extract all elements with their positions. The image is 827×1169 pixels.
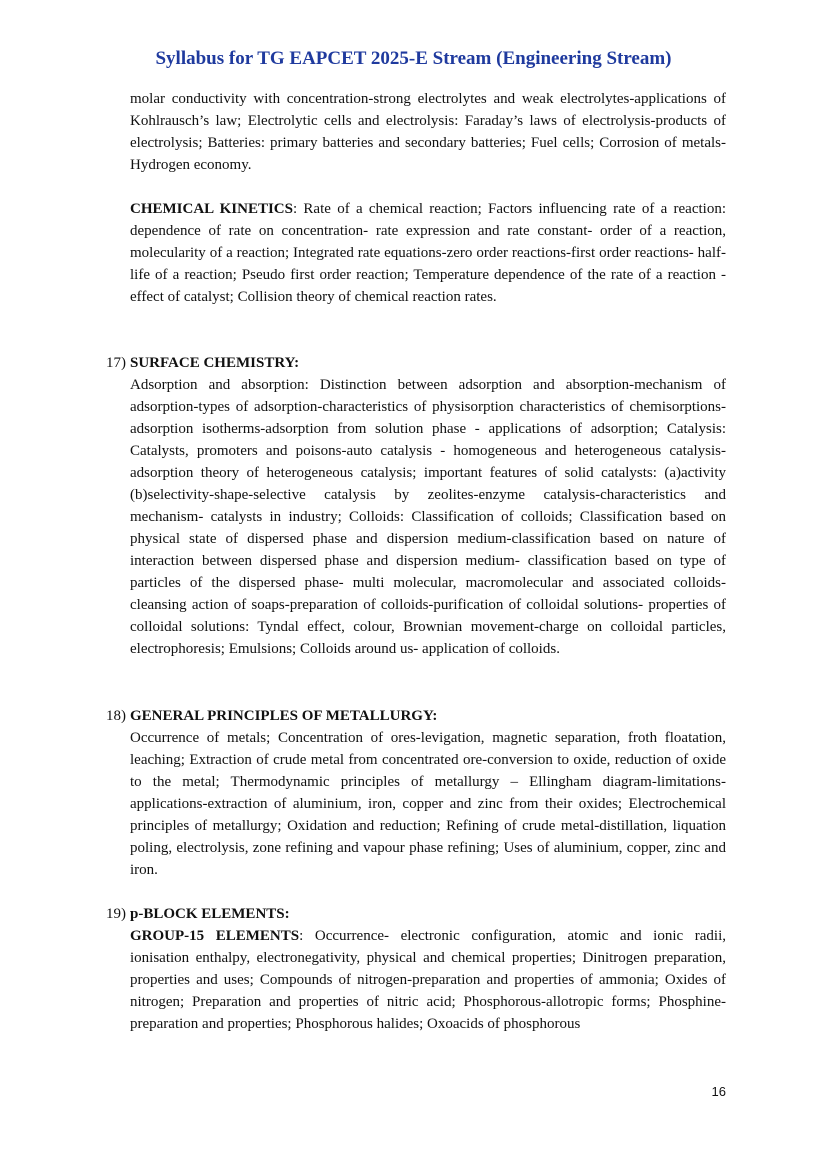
section-heading-surface-chemistry — [106, 352, 299, 374]
section-number: 17) — [106, 355, 126, 371]
chemical-kinetics-text: : Rate of a chemical reaction; Factors influencing rate of a reaction: dependence of rate on concentration- rate expression and rate constant- order of a reaction, molecularity of a reaction; Integrated rate equations-zero order reactions-first order reactions- half-life of a reaction; Pseudo first order reaction; Temperature dependence of the rate of a reaction -effect of catalyst; Collision theory of chemical reaction rates. — [130, 201, 727, 305]
surface-chemistry-paragraph: Adsorption and absorption: Distinction between adsorption and absorption-mechanism of adsorption-types of adsorption-characteristics of physisorption characteristics of chemisorptions-adsorption isotherms-adsorption from solution phase - applications of adsorption; Catalysis: Catalysts, promoters and poisons-auto catalysis - homogeneous and heterogeneous catalysis-adsorption theory of heterogeneous catalysis; important features of solid catalysts: (a)activity (b)selectivity-shape-selective catalysis by zeolites-enzyme catalysis-characteristics and mechanism- catalysts in industry; Colloids: Classification of colloids; Classification based on physical state of dispersed phase and dispersion medium-classification based on nature of interaction between dispersed phase and dispersion medium- classification based on type of particles of the dispersed phase- multi molecular, macromolecular and associated colloids- cleansing action of soaps-preparation of colloids-purification of colloidal solutions- properties of colloidal solutions: Tyndal effect, colour, Brownian movement-charge on colloidal particles, electrophoresis; Emulsions; Colloids around us- application of colloids. — [130, 377, 726, 657]
section-title: GENERAL PRINCIPLES OF METALLURGY: — [130, 708, 438, 724]
page-header-title: Syllabus for TG EAPCET 2025-E Stream (Engineering Stream) — [155, 48, 672, 69]
group-15-text: : Occurrence- electronic configuration, atomic and ionic radii, ionisation enthalpy, electronegativity, physical and chemical properties; Dinitrogen preparation, properties and uses; Compounds of nitrogen-preparation and properties of ammonia; Oxides of nitrogen; Preparation and properties of nitric acid; Phosphorous-allotropic forms; Phosphine-preparation and properties; Phosphorous halides; Oxoacids of phosphorous — [130, 928, 727, 1032]
section-heading-metallurgy — [106, 705, 437, 727]
section-number: 19) — [106, 906, 126, 922]
continuation-paragraph: molar conductivity with concentration-strong electrolytes and weak electrolytes-applications of Kohlrausch’s law; Electrolytic cells and electrolysis: Faraday’s laws of electrolysis-products of electrolysis; Batteries: primary batteries and secondary batteries; Fuel cells; Corrosion of metals-Hydrogen economy. — [130, 91, 726, 173]
section-number: 18) — [106, 708, 126, 724]
section-title: SURFACE CHEMISTRY: — [130, 355, 300, 371]
chemical-kinetics-paragraph — [130, 198, 726, 308]
p-block-paragraph — [130, 925, 726, 1035]
section-heading-p-block — [106, 903, 290, 925]
group-15-label: GROUP-15 ELEMENTS — [130, 928, 300, 944]
metallurgy-paragraph: Occurrence of metals; Concentration of ores-levigation, magnetic separation, froth floatation, leaching; Extraction of crude metal from concentrated ore-conversion to oxide, reduction of oxide to the metal; Thermodynamic principles of metallurgy – Ellingham diagram-limitations-applications-extraction of aluminium, iron, copper and zinc from their oxides; Electrochemical principles of metallurgy; Oxidation and reduction; Refining of crude metal-distillation, liquation poling, electrolysis, zone refining and vapour phase refining; Uses of aluminium, copper, zinc and iron. — [130, 730, 726, 878]
section-title: p-BLOCK ELEMENTS: — [130, 906, 290, 922]
chemical-kinetics-label: CHEMICAL KINETICS — [130, 201, 293, 217]
page-number: 16 — [711, 1084, 726, 1099]
